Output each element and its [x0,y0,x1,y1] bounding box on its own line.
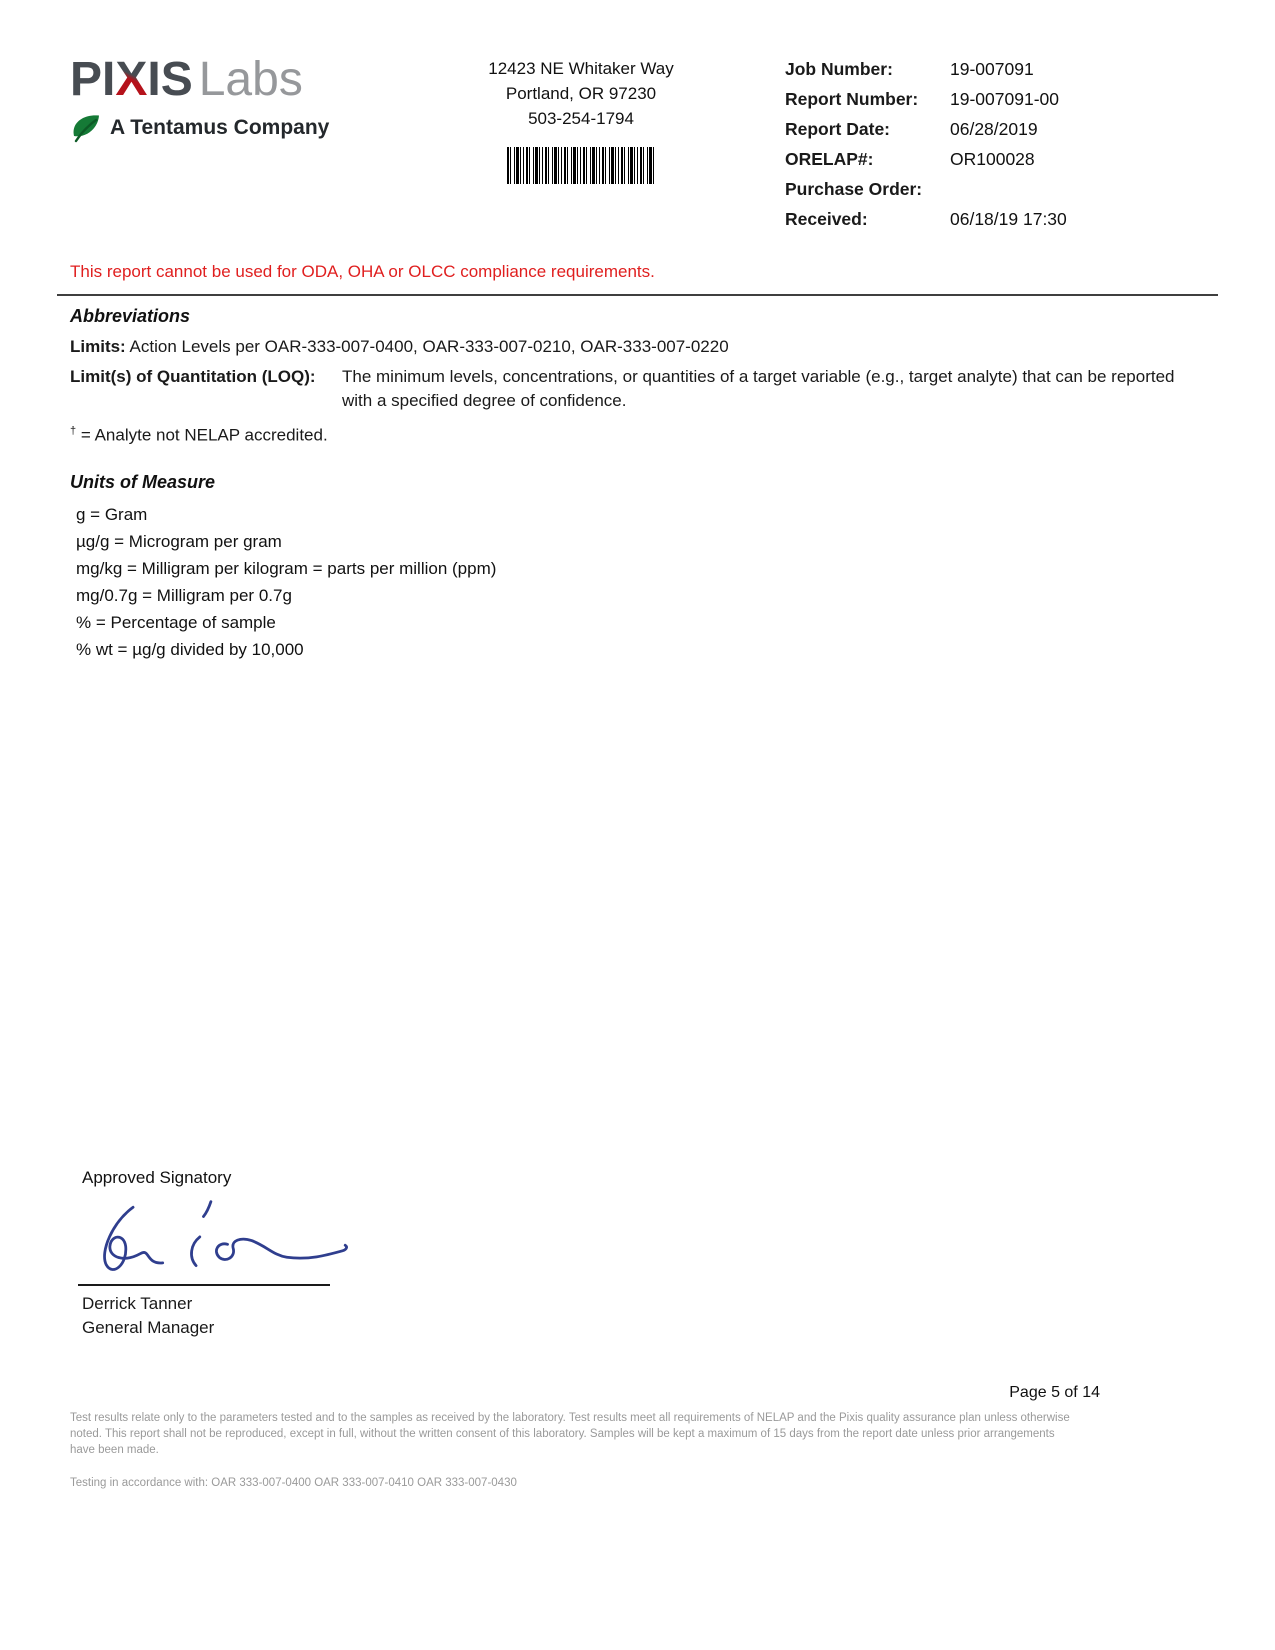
units-list [76,501,1205,663]
info-label: Received: [785,209,868,229]
info-value: 19-007091 [950,59,1034,79]
footer-testing-standards: Testing in accordance with: OAR 333-007-0400 OAR 333-007-0410 OAR 333-007-0430 [70,1477,517,1489]
page-number: Page 5 of 14 [1009,1384,1100,1401]
info-label: Report Date: [785,119,891,139]
info-label: Job Number: [785,59,893,79]
address-line-2: Portland, OR 97230 [505,84,657,103]
limits-value: Action Levels per OAR-333-007-0400, OAR-333-007-0210, OAR-333-007-0220 [129,337,729,356]
handwritten-signature [82,1198,362,1286]
logo-text-is: IS [147,53,193,106]
info-row-purchase-order [785,178,1205,200]
signature-line [78,1284,330,1286]
info-row-received [785,208,1205,230]
unit-item: % wt = µg/g divided by 10,000 [76,639,304,659]
compliance-notice: This report cannot be used for ODA, OHA or OLCC compliance requirements. [70,262,655,281]
report-info [785,56,1205,238]
unit-item: µg/g = Microgram per gram [76,531,282,551]
info-row-report-date [785,118,1205,140]
limits-label: Limits: [70,337,126,356]
info-value: 06/28/2019 [950,119,1038,139]
info-label: Report Number: [785,89,919,109]
horizontal-divider [57,294,1218,296]
lab-logo [70,53,370,144]
info-value: 06/18/19 17:30 [950,209,1067,229]
dagger-text: = Analyte not NELAP accredited. [80,425,328,445]
unit-item: g = Gram [76,504,148,524]
info-row-orelap [785,148,1205,170]
loq-value: The minimum levels, concentrations, or quantities of a target variable (e.g., target analyte) that can be reported with a specified degree of confidence. [342,367,1175,410]
logo-tagline-row [70,112,370,144]
limits-definition [70,335,1205,359]
barcode [507,147,655,184]
address-line-1: 12423 NE Whitaker Way [488,59,674,78]
info-value: 19-007091-00 [950,89,1059,109]
footer-disclaimer: Test results relate only to the parameters tested and to the samples as received by the laboratory. Test results meet all requirements of NELAP and the Pixis quality assurance plan unless otherwise noted. This report shall not be reproduced, except in full, without the written consent of this laboratory. Samples will be kept a maximum of 15 days from the report date unless prior arrangements have been made. [70,1412,1070,1457]
signature-block [82,1168,502,1338]
signatory-title: General Manager [82,1318,215,1337]
logo-tagline: A Tentamus Company [110,116,330,139]
approved-signatory-label: Approved Signatory [82,1168,232,1187]
units-section [0,472,1275,663]
info-label: Purchase Order: [785,179,923,199]
address-line-3: 503-254-1794 [528,109,634,128]
logo-text-x: X [115,53,148,106]
dagger-note [70,425,1205,446]
unit-item: mg/kg = Milligram per kilogram = parts per million (ppm) [76,558,497,578]
abbreviations-section [0,306,1275,446]
loq-definition [70,365,1205,413]
info-row-report-number [785,88,1205,110]
logo-text-pi: PI [70,53,116,106]
loq-label: Limit(s) of Quantitation (LOQ): [70,367,316,386]
info-label: ORELAP#: [785,149,874,169]
logo-text-labs: Labs [198,53,303,106]
unit-item: % = Percentage of sample [76,612,276,632]
report-header [0,0,1275,238]
leaf-icon [70,112,102,144]
units-title: Units of Measure [70,471,216,492]
dagger-symbol: † [70,425,77,437]
logo-wordmark [70,53,370,106]
info-value: OR100028 [950,149,1035,169]
unit-item: mg/0.7g = Milligram per 0.7g [76,585,292,605]
signatory-name: Derrick Tanner [82,1294,193,1313]
info-row-job-number [785,58,1205,80]
lab-address [416,56,746,184]
abbreviations-title: Abbreviations [70,306,191,326]
